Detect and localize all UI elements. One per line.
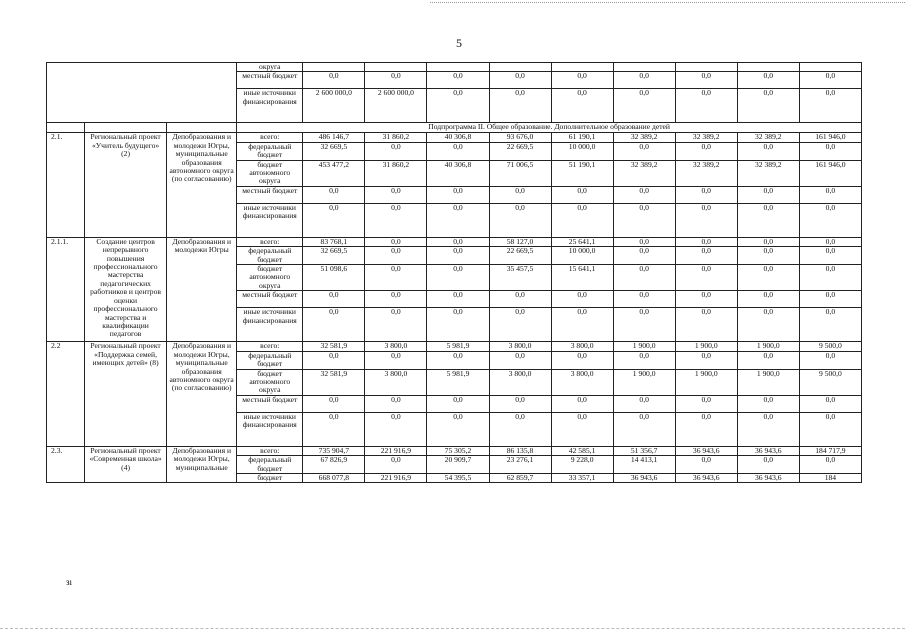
value-cell: 0,0	[799, 142, 861, 160]
value-cell: 2 600 000,0	[365, 89, 427, 123]
item-code: 2.1.1.	[47, 237, 85, 341]
value-cell	[303, 63, 365, 72]
value-cell: 0,0	[427, 237, 489, 246]
value-cell: 1 900,0	[613, 369, 675, 395]
value-cell: 0,0	[799, 72, 861, 89]
value-cell: 36 943,6	[613, 473, 675, 482]
value-cell: 0,0	[675, 456, 737, 474]
value-cell: 0,0	[489, 203, 551, 237]
value-cell: 0,0	[613, 308, 675, 342]
value-cell: 5 981,9	[427, 369, 489, 395]
value-cell: 51 356,7	[613, 446, 675, 455]
value-cell: 10 000,0	[551, 247, 613, 265]
value-cell: 71 006,5	[489, 160, 551, 186]
value-cell	[737, 63, 799, 72]
value-cell: 0,0	[675, 308, 737, 342]
value-cell	[675, 63, 737, 72]
value-cell: 0,0	[489, 72, 551, 89]
value-cell: 0,0	[303, 291, 365, 308]
source-cell: иные источники финансирования	[237, 89, 303, 123]
value-cell: 0,0	[427, 351, 489, 369]
value-cell: 1 900,0	[737, 342, 799, 351]
value-cell: 735 904,7	[303, 446, 365, 455]
value-cell: 486 146,7	[303, 133, 365, 142]
value-cell: 0,0	[427, 203, 489, 237]
table-row	[47, 133, 862, 142]
source-cell: округа	[237, 63, 303, 72]
value-cell: 83 768,1	[303, 237, 365, 246]
value-cell: 0,0	[737, 89, 799, 123]
value-cell: 0,0	[675, 203, 737, 237]
value-cell	[799, 63, 861, 72]
value-cell: 0,0	[675, 351, 737, 369]
scan-artifact-top	[430, 2, 905, 3]
value-cell: 0,0	[365, 291, 427, 308]
value-cell: 0,0	[427, 308, 489, 342]
value-cell: 32 389,2	[613, 133, 675, 142]
item-code: 2.3.	[47, 446, 85, 483]
value-cell: 9 500,0	[799, 342, 861, 351]
value-cell	[613, 63, 675, 72]
source-cell: местный бюджет	[237, 186, 303, 203]
value-cell: 0,0	[737, 142, 799, 160]
value-cell: 62 859,7	[489, 473, 551, 482]
value-cell: 221 916,9	[365, 473, 427, 482]
value-cell: 0,0	[427, 291, 489, 308]
value-cell: 0,0	[303, 412, 365, 446]
blank-cell	[167, 123, 237, 133]
table-row	[47, 63, 862, 72]
value-cell: 32 389,2	[613, 160, 675, 186]
item-name: Региональный проект «Современная школа» (4)	[85, 446, 167, 483]
value-cell: 20 909,7	[427, 456, 489, 474]
value-cell: 0,0	[737, 265, 799, 291]
value-cell: 161 946,0	[799, 160, 861, 186]
value-cell: 40 306,8	[427, 160, 489, 186]
value-cell: 0,0	[365, 237, 427, 246]
value-cell: 0,0	[613, 186, 675, 203]
value-cell: 0,0	[365, 265, 427, 291]
value-cell: 0,0	[489, 89, 551, 123]
value-cell: 3 800,0	[489, 369, 551, 395]
blank-cell	[47, 63, 237, 123]
value-cell: 0,0	[303, 395, 365, 412]
value-cell: 0,0	[365, 72, 427, 89]
value-cell: 0,0	[489, 412, 551, 446]
value-cell: 0,0	[365, 456, 427, 474]
value-cell: 0,0	[737, 186, 799, 203]
scan-artifact-bottom	[0, 628, 905, 629]
table-row	[47, 342, 862, 351]
item-name: Создание центров непрерывного повышения профессионального мастерства педагогических работников и центров оценки профессионального мастерства и квалификации педагогов	[85, 237, 167, 341]
value-cell: 61 190,1	[551, 133, 613, 142]
value-cell	[551, 63, 613, 72]
value-cell: 36 943,6	[675, 473, 737, 482]
value-cell: 0,0	[613, 291, 675, 308]
value-cell: 0,0	[551, 412, 613, 446]
source-cell: иные источники финансирования	[237, 203, 303, 237]
value-cell: 0,0	[489, 308, 551, 342]
value-cell: 0,0	[613, 265, 675, 291]
item-name: Региональный проект «Учитель будущего» (2)	[85, 133, 167, 237]
source-cell: бюджет автономного округа	[237, 265, 303, 291]
value-cell: 42 585,1	[551, 446, 613, 455]
responsible-executor: Депобразования и молодежи Югры, муниципальные образования автономного округа (по согласованию)	[167, 342, 237, 446]
value-cell: 0,0	[303, 308, 365, 342]
source-cell: бюджет автономного округа	[237, 369, 303, 395]
source-cell: местный бюджет	[237, 72, 303, 89]
value-cell: 0,0	[799, 186, 861, 203]
value-cell: 0,0	[489, 395, 551, 412]
value-cell: 0,0	[613, 142, 675, 160]
source-cell: федеральный бюджет	[237, 247, 303, 265]
value-cell: 0,0	[427, 265, 489, 291]
subprogram-title: Подпрограмма II. Общее образование. Дополнительное образование детей	[237, 123, 862, 133]
value-cell: 1 900,0	[675, 369, 737, 395]
value-cell: 0,0	[551, 395, 613, 412]
value-cell: 0,0	[427, 142, 489, 160]
table-row	[47, 237, 862, 246]
value-cell: 32 389,2	[737, 133, 799, 142]
value-cell: 0,0	[799, 247, 861, 265]
value-cell: 32 669,5	[303, 247, 365, 265]
value-cell: 0,0	[427, 72, 489, 89]
value-cell: 0,0	[551, 308, 613, 342]
value-cell: 0,0	[799, 265, 861, 291]
value-cell: 0,0	[365, 247, 427, 265]
source-cell: всего:	[237, 342, 303, 351]
value-cell: 0,0	[365, 203, 427, 237]
value-cell: 1 900,0	[613, 342, 675, 351]
value-cell: 51 098,6	[303, 265, 365, 291]
source-cell: федеральный бюджет	[237, 456, 303, 474]
source-cell: федеральный бюджет	[237, 142, 303, 160]
table-body	[47, 63, 862, 483]
source-cell: всего:	[237, 237, 303, 246]
value-cell: 31 860,2	[365, 133, 427, 142]
value-cell: 184	[799, 473, 861, 482]
item-code: 2.2	[47, 342, 85, 446]
source-cell: всего:	[237, 133, 303, 142]
value-cell: 0,0	[675, 89, 737, 123]
value-cell: 0,0	[551, 351, 613, 369]
value-cell: 0,0	[551, 291, 613, 308]
financing-table	[46, 62, 862, 483]
value-cell: 3 800,0	[365, 342, 427, 351]
value-cell: 0,0	[551, 89, 613, 123]
value-cell: 36 943,6	[737, 446, 799, 455]
value-cell: 0,0	[675, 265, 737, 291]
value-cell: 86 135,8	[489, 446, 551, 455]
value-cell: 58 127,0	[489, 237, 551, 246]
value-cell: 0,0	[365, 412, 427, 446]
value-cell: 54 395,5	[427, 473, 489, 482]
value-cell: 1 900,0	[737, 369, 799, 395]
value-cell: 0,0	[675, 412, 737, 446]
value-cell: 0,0	[303, 203, 365, 237]
source-cell: бюджет	[237, 473, 303, 482]
value-cell: 0,0	[427, 247, 489, 265]
source-cell: иные источники финансирования	[237, 308, 303, 342]
value-cell: 0,0	[675, 72, 737, 89]
table-row	[47, 446, 862, 455]
value-cell: 0,0	[799, 456, 861, 474]
source-cell: местный бюджет	[237, 291, 303, 308]
source-cell: местный бюджет	[237, 395, 303, 412]
source-cell: всего:	[237, 446, 303, 455]
value-cell: 0,0	[737, 203, 799, 237]
item-code: 2.1.	[47, 133, 85, 237]
value-cell: 0,0	[675, 395, 737, 412]
value-cell: 0,0	[551, 203, 613, 237]
value-cell: 3 800,0	[551, 342, 613, 351]
value-cell: 32 581,9	[303, 342, 365, 351]
responsible-executor: Депобразования и молодежи Югры, муниципальные	[167, 446, 237, 483]
value-cell: 40 306,8	[427, 133, 489, 142]
value-cell: 3 800,0	[551, 369, 613, 395]
value-cell: 14 413,1	[613, 456, 675, 474]
value-cell: 0,0	[675, 186, 737, 203]
value-cell: 0,0	[303, 351, 365, 369]
value-cell: 0,0	[365, 142, 427, 160]
value-cell: 22 669,5	[489, 142, 551, 160]
value-cell: 0,0	[613, 247, 675, 265]
value-cell: 0,0	[551, 186, 613, 203]
value-cell: 0,0	[799, 203, 861, 237]
value-cell	[365, 63, 427, 72]
value-cell: 3 800,0	[489, 342, 551, 351]
value-cell: 10 000,0	[551, 142, 613, 160]
value-cell: 0,0	[737, 308, 799, 342]
value-cell: 35 457,5	[489, 265, 551, 291]
value-cell: 5 981,9	[427, 342, 489, 351]
value-cell: 36 943,6	[737, 473, 799, 482]
value-cell	[489, 63, 551, 72]
value-cell: 23 276,1	[489, 456, 551, 474]
responsible-executor: Депобразования и молодежи Югры	[167, 237, 237, 341]
value-cell: 32 581,9	[303, 369, 365, 395]
value-cell: 0,0	[427, 412, 489, 446]
value-cell: 0,0	[737, 412, 799, 446]
value-cell: 0,0	[489, 291, 551, 308]
value-cell: 1 900,0	[675, 342, 737, 351]
value-cell: 0,0	[303, 186, 365, 203]
value-cell: 32 669,5	[303, 142, 365, 160]
blank-cell	[47, 123, 85, 133]
value-cell: 0,0	[799, 412, 861, 446]
blank-cell	[85, 123, 167, 133]
value-cell: 0,0	[427, 186, 489, 203]
value-cell: 32 389,2	[675, 160, 737, 186]
value-cell: 0,0	[613, 412, 675, 446]
value-cell: 0,0	[365, 186, 427, 203]
value-cell: 0,0	[613, 351, 675, 369]
source-cell: федеральный бюджет	[237, 351, 303, 369]
value-cell: 0,0	[737, 247, 799, 265]
value-cell: 0,0	[427, 89, 489, 123]
table-row	[47, 123, 862, 133]
value-cell: 0,0	[737, 291, 799, 308]
value-cell: 0,0	[799, 291, 861, 308]
value-cell: 0,0	[799, 395, 861, 412]
footer-mark: зı	[66, 577, 73, 587]
value-cell: 0,0	[737, 351, 799, 369]
value-cell: 0,0	[489, 351, 551, 369]
value-cell: 0,0	[489, 186, 551, 203]
value-cell: 453 477,2	[303, 160, 365, 186]
value-cell: 3 800,0	[365, 369, 427, 395]
value-cell: 0,0	[427, 395, 489, 412]
value-cell: 67 826,9	[303, 456, 365, 474]
value-cell: 32 389,2	[737, 160, 799, 186]
value-cell: 33 357,1	[551, 473, 613, 482]
value-cell: 184 717,9	[799, 446, 861, 455]
item-name: Региональный проект «Поддержка семей, имеющих детей» (8)	[85, 342, 167, 446]
responsible-executor: Депобразования и молодежи Югры, муниципальные образования автономного округа (по согласованию)	[167, 133, 237, 237]
value-cell: 32 389,2	[675, 133, 737, 142]
value-cell: 22 669,5	[489, 247, 551, 265]
value-cell: 0,0	[799, 308, 861, 342]
value-cell: 0,0	[737, 72, 799, 89]
value-cell: 0,0	[799, 237, 861, 246]
value-cell: 0,0	[675, 237, 737, 246]
value-cell: 0,0	[613, 203, 675, 237]
value-cell: 0,0	[613, 237, 675, 246]
value-cell: 0,0	[799, 89, 861, 123]
value-cell: 75 305,2	[427, 446, 489, 455]
value-cell: 0,0	[613, 395, 675, 412]
value-cell: 0,0	[303, 72, 365, 89]
value-cell: 9 500,0	[799, 369, 861, 395]
value-cell	[427, 63, 489, 72]
value-cell: 36 943,6	[675, 446, 737, 455]
value-cell: 0,0	[675, 291, 737, 308]
value-cell: 0,0	[365, 308, 427, 342]
value-cell: 0,0	[737, 395, 799, 412]
value-cell: 0,0	[737, 237, 799, 246]
value-cell: 0,0	[799, 351, 861, 369]
value-cell: 0,0	[365, 351, 427, 369]
value-cell: 51 190,1	[551, 160, 613, 186]
value-cell: 31 860,2	[365, 160, 427, 186]
value-cell: 221 916,9	[365, 446, 427, 455]
value-cell: 0,0	[365, 395, 427, 412]
source-cell: иные источники финансирования	[237, 412, 303, 446]
value-cell: 2 600 000,0	[303, 89, 365, 123]
value-cell: 25 641,1	[551, 237, 613, 246]
value-cell: 0,0	[613, 72, 675, 89]
value-cell: 161 946,0	[799, 133, 861, 142]
value-cell: 93 676,0	[489, 133, 551, 142]
value-cell: 668 077,8	[303, 473, 365, 482]
value-cell: 0,0	[613, 89, 675, 123]
value-cell: 0,0	[551, 72, 613, 89]
value-cell: 0,0	[675, 142, 737, 160]
value-cell: 9 228,0	[551, 456, 613, 474]
value-cell: 0,0	[737, 456, 799, 474]
source-cell: бюджет автономного округа	[237, 160, 303, 186]
page-number: 5	[456, 36, 462, 50]
value-cell: 0,0	[675, 247, 737, 265]
value-cell: 15 641,1	[551, 265, 613, 291]
